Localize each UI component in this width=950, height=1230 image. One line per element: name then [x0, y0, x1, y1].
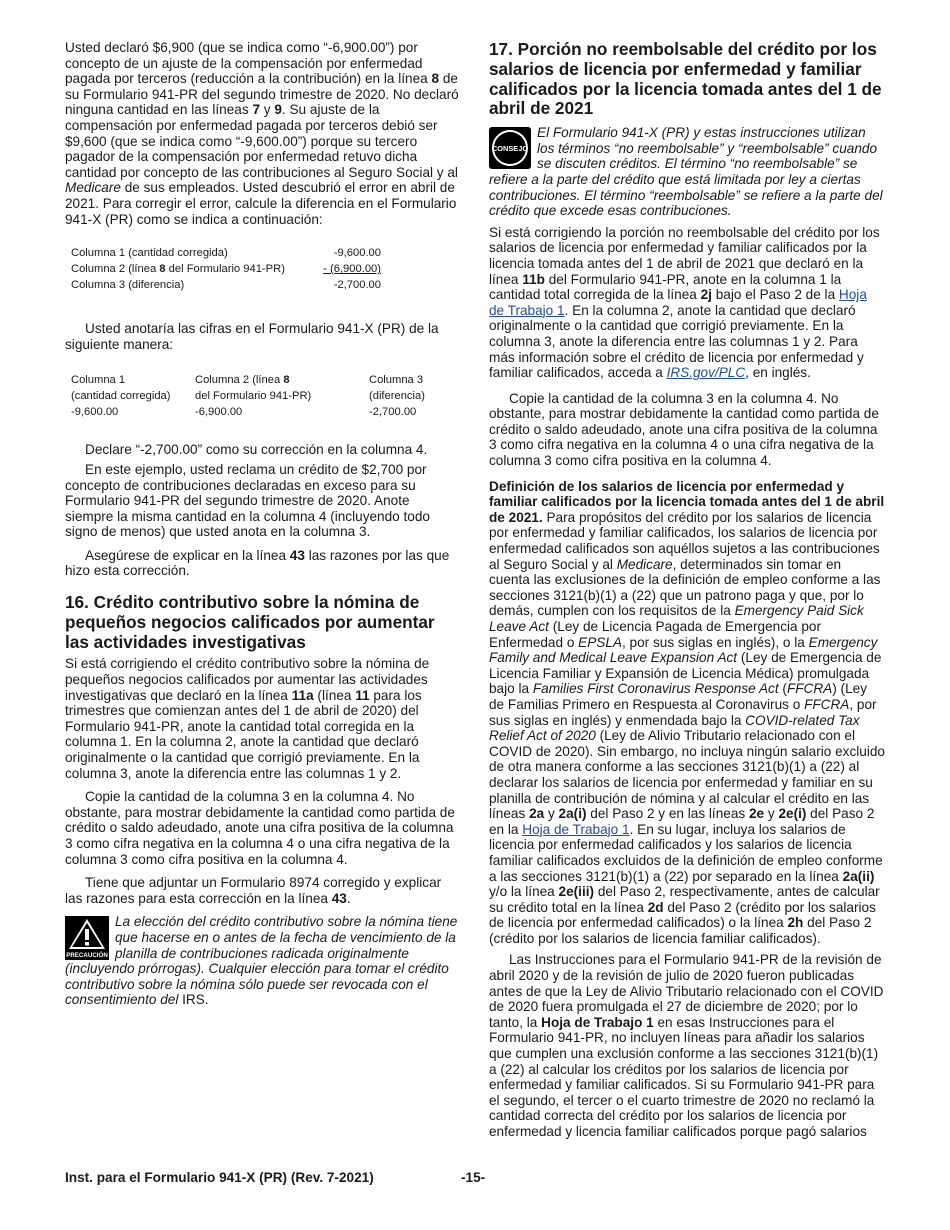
right-column — [489, 40, 885, 1140]
caution-label: PRECAUCIÓN — [66, 952, 108, 960]
definition-paragraph: Definición de los salarios de licencia por enfermedad y familiar calificados por la licencia tomada antes del 1 de abril de 2021. Para propósitos del crédito por los salarios de licencia por enfermedad y familiar calificados, los salarios de licencia por enfermedad calificados son aquéllos sujetos a las contribuciones al Seguro Social y al Medicare, determinados sin tomar en cuenta las exclusiones de la definición de empleo conforme a las secciones 3121(b)(1) a (22) que un patrono paga y que, por lo demás, cumplen con los requisitos de la Emergency Paid Sick Leave Act (Ley de Licencia Pagada de Emergencia por Enfermedad o EPSLA, por sus siglas en inglés), o la Emergency Family and Medical Leave Expansion Act (Ley de Emergencia de Licencia Familiar y Expansión de Licencia Médica) promulgada bajo la Families First Coronavirus Response Act (FFCRA) (Ley de Familias Primero en Respuesta al Coronavirus o FFCRA, por sus siglas en inglés) y enmendada bajo la COVID-related Tax Relief Act of 2020 (Ley de Alivio Tributario relacionado con el COVID de 2020). Sin embargo, no incluya ningún salario excluido de otra manera conforme a las secciones 3121(b)(1) a (22) al declarar los salarios de licencia por enfermedad y familiar en su planilla de contribución de nómina y al calcular el crédito en las líneas 2a y 2a(i) del Paso 2 y en las líneas 2e y 2e(i) del Paso 2 en la Hoja de Trabajo 1. En su lugar, incluya los salarios de licencia por enfermedad calificados y los salarios de licencia familiar calificados excluidos de la definición de empleo conforme a las secciones 3121(b)(1) a (22) por separado en la línea 2a(ii) y/o la línea 2e(iii) del Paso 2, respectivamente, antes de calcular su crédito total en la línea 2d del Paso 2 (crédito por los salarios de licencia por enfermedad calificados) o la línea 2h del Paso 2 (crédito por los salarios de licencia familiar calificados). — [489, 478, 885, 946]
paragraph: Copie la cantidad de la columna 3 en la columna 4. No obstante, para mostrar debidamente la cantidad como partida de crédito o saldo adeudado, anote una cifra positiva de la columna 3 como cifra negativa en la columna 4 o una cifra negativa de la columna 3 como cifra positiva en la columna 4. — [489, 390, 879, 469]
paragraph: Si está corrigiendo la porción no reembolsable del crédito por los salarios de licencia por enfermedad y familiar calificados por la licencia tomada antes del 1 de abril de 2021 que declaró en la línea 11b del Formulario 941-PR, anote en la columna 1 la cantidad total corregida de la línea 2j bajo el Paso 2 de la Hoja de Trabajo 1. En la columna 2, anote la cantidad que declaró originalmente o la cantidad que corrigió previamente. En la columna 3, anote la diferencia entre las columnas 1 y 2. Para más información sobre el crédito de licencia por enfermedad y familiar calificados, acceda a IRS.gov/PLC, en inglés. — [489, 224, 880, 381]
table-column: Columna 2 (línea 8 del Formulario 941-PR) -6,900.00 — [195, 374, 312, 419]
paragraph: Usted anotaría las cifras en el Formulario 941-X (PR) de la siguiente manera: — [65, 321, 439, 352]
section-17-heading: 17. Porción no reembolsable del crédito por los salarios de licencia por enfermedad y familiar calificados por la licencia tomada antes del 1 de abril de 2021 — [489, 39, 882, 119]
table-row: Columna 3 (diferencia) -2,700.00 — [71, 279, 381, 292]
paragraph: Si está corrigiendo el crédito contributivo sobre la nómina de pequeños negocios calificados por aumentar las actividades investigativas que declaró en la línea 11a (línea 11 para los trimestres que comienzan antes del 1 de abril de 2020) del Formulario 941-PR, anote la cantidad total corregida en la columna 1. En la columna 2, anote la cantidad que declaró originalmente o la cantidad que corrigió previamente. En la columna 3, anote la diferencia entre las columnas 1 y 2. — [65, 656, 430, 781]
paragraph: Las Instrucciones para el Formulario 941-PR de la revisión de abril 2020 y de la revisión de julio de 2020 fueron publicadas antes de que la Ley de Alivio Tributario relacionado con el COVID de 2020 fuera promulgada el 27 de diciembre de 2020; por lo tanto, la Hoja de Trabajo 1 en esas Instrucciones para el Formulario 941-PR, no incluyen líneas para añadir los salarios que cumplen una exclusión conforme a las secciones 3121(b)(1) a (22) al calcular los créditos por los salarios de licencia por enfermedad y familiar calificados. Si su Formulario 941-PR para el segundo, el tercer o el cuarto trimestre de 2020 no reclamó la cantidad correcta del crédito por los salarios de licencia por enfermedad y licencia familiar calificados porque pagó salarios — [489, 952, 884, 1139]
intro-paragraph: Usted declaró $6,900 (que se indica como “-6,900.00”) por concepto de un ajuste de la compensación por enfermedad pagada por terceros (reducción a la contribución) en la línea 8 de su Formulario 941-PR del segundo trimestre de 2020. No declaró ninguna cantidad en las líneas 7 y 9. Su ajuste de la compensación por enfermedad pagada por terceros debió ser $9,600 (que se indica como “-9,600.00”) porque su tercero pagador de la compensación por enfermedad retuvo dicha cantidad por concepto de las contribuciones al Seguro Social y al Medicare de sus empleados. Usted descubrió el error en abril de 2021. Para corregir el error, calcule la diferencia en el Formulario 941-X (PR) como se indica a continuación: — [65, 40, 459, 227]
tip-note: CONSEJO El Formulario 941-X (PR) y estas instrucciones utilizan los términos “no reembolsable” y “reembolsable” cuando se discuten créditos. El término “no reembolsable” se refiere a la parte del crédito que está limitada por ley a ciertas contribuciones. El término “reembolsable” se refiere a la parte del crédito que excede esas contribuciones. — [489, 125, 883, 219]
calculation-table — [71, 245, 381, 293]
table-row: Columna 1 (cantidad corregida) -9,600.00 — [71, 247, 381, 260]
caution-note: PRECAUCIÓN La elección del crédito contributivo sobre la nómina tiene que hacerse en o antes de la fecha de vencimiento de la planilla de contribuciones radicada originalmente (incluyendo prórrogas). Cualquier elección para tomar el crédito contributivo sobre la nómina sólo puede ser revocada con el consentimiento del IRS. — [65, 914, 458, 1008]
tip-icon — [489, 127, 531, 169]
paragraph: Asegúrese de explicar en la línea 43 las razones por las que hizo esta corrección. — [65, 547, 450, 579]
columns-table — [71, 372, 461, 420]
worksheet-1-link[interactable]: Hoja de Trabajo 1 — [489, 287, 867, 318]
irs-plc-link[interactable]: IRS.gov/PLC — [666, 365, 746, 381]
worksheet-1-link[interactable]: Hoja de Trabajo 1 — [522, 821, 630, 837]
page-number: -15- — [461, 1170, 486, 1185]
table-row: Columna 2 (línea 8 del Formulario 941-PR) - (6,900.00) — [71, 263, 381, 276]
section-16-heading: 16. Crédito contributivo sobre la nómina de pequeños negocios calificados por aumentar las actividades investigativas — [65, 592, 435, 652]
table-column: Columna 3 (diferencia) -2,700.00 — [369, 374, 425, 419]
left-column — [65, 40, 461, 1008]
paragraph: Copie la cantidad de la columna 3 en la columna 4. No obstante, para mostrar debidamente la cantidad como partida de crédito o saldo adeudado, anote una cifra positiva de la columna 3 como cifra negativa en la columna 4 o una cifra negativa de la columna 3 como cifra positiva en la columna 4. — [65, 789, 455, 867]
caution-icon — [65, 916, 109, 960]
paragraph: Declare “-2,700.00” como su corrección en la columna 4. — [85, 442, 428, 458]
tip-label: CONSEJO — [491, 144, 529, 154]
footer-form-title: Inst. para el Formulario 941-X (PR) (Rev. 7-2021) — [65, 1170, 374, 1185]
paragraph: Tiene que adjuntar un Formulario 8974 corregido y explicar las razones para esta corrección en la línea 43. — [65, 875, 442, 906]
table-column: Columna 1 (cantidad corregida) -9,600.00 — [71, 374, 171, 419]
paragraph: En este ejemplo, usted reclama un crédito de $2,700 por concepto de contribuciones declaradas en exceso para su Formulario 941-PR del segundo trimestre de 2020. Anote siempre la misma cantidad en la columna 4 (incluyendo todo signo de menos) que usted anota en la columna 3. — [65, 461, 430, 540]
